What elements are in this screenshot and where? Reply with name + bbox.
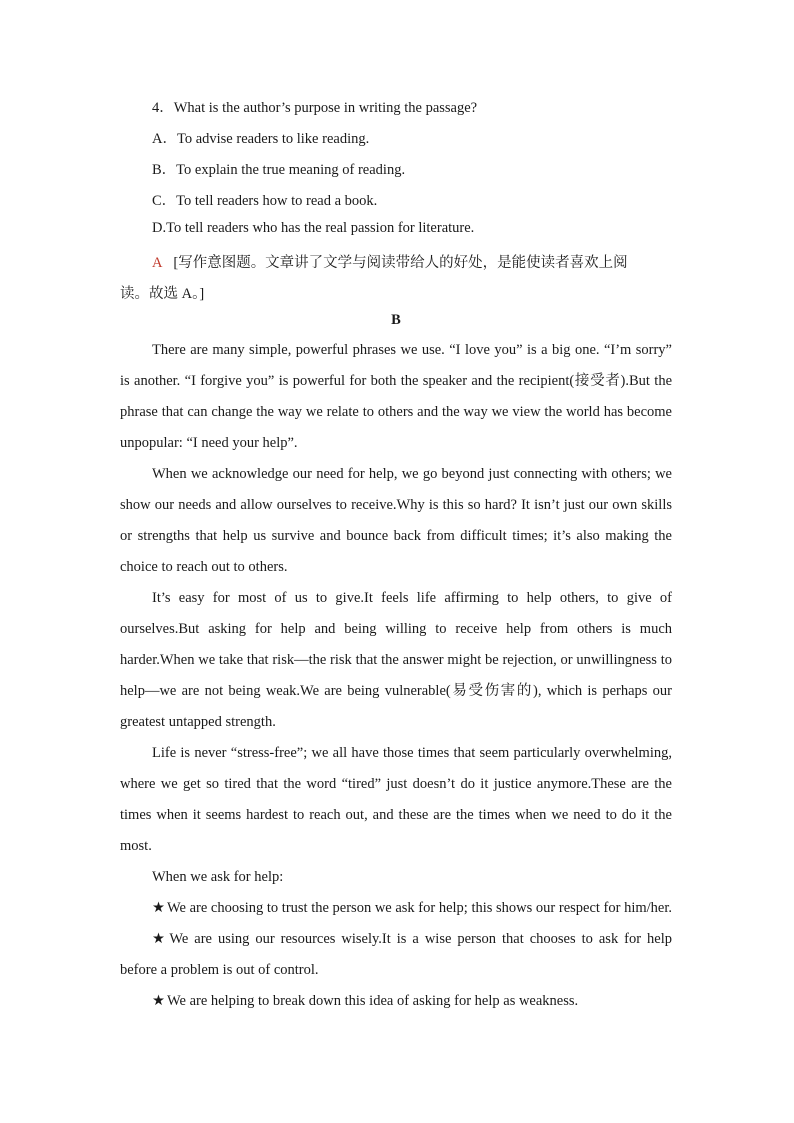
paragraph-1: There are many simple, powerful phrases we use. “I love you” is a big one. “I’m sorry” is another. “I forgive you” is powerful for both the speaker and the recipient(接受者).But the phrase that can change the way we relate to others and the way we view the world has become unpopular: “I need your help”. <box>120 342 672 451</box>
star-icon: ★ <box>152 993 165 1009</box>
passage <box>120 335 672 1017</box>
paragraph-3: It’s easy for most of us to give.It feels life affirming to help others, to give of ourselves.But asking for help and being willing to receive help from others is much harder.When we take that risk—the risk that the answer might be rejection, or unwillingness to help—we are not being weak.We are being vulnerable(易受伤害的), which is perhaps our greatest untapped strength. <box>120 590 672 730</box>
bullet-text-2: We are using our resources wisely.It is a wise person that chooses to ask for help before a problem is out of control. <box>120 931 673 978</box>
option-b: B．To explain the true meaning of reading. <box>152 162 406 178</box>
paragraph-4: Life is never “stress-free”; we all have those times that seem particularly overwhelming, where we get so tired that the word “tired” just doesn’t do it justice anymore.These are the times when it seems hardest to reach out, and these are the times when we need to do it the most. <box>120 745 672 854</box>
bullet-text-1: We are choosing to trust the person we ask for help; this shows our respect for him/her. <box>167 900 673 916</box>
bullet-item-3 <box>120 986 672 1017</box>
paragraph-2: When we acknowledge our need for help, we go beyond just connecting with others; we show our needs and allow ourselves to receive.Why is this so hard? It isn’t just our own skills or strengths that help us survive and bounce back from difficult times; it’s also making the choice to reach out to others. <box>120 466 672 575</box>
explanation-line-1: [写作意图题。文章讲了文学与阅读带给人的好处，是能使读者喜欢上阅 <box>173 255 628 271</box>
answer-line <box>120 251 628 272</box>
star-icon: ★ <box>152 931 168 947</box>
option-d: D.To tell readers who has the real passion for literature. <box>152 220 475 236</box>
explanation-line-2: 读。故选 A。] <box>120 286 205 302</box>
section-heading: B <box>391 312 401 328</box>
bullet-item-1 <box>120 893 672 924</box>
question-stem: 4．What is the author’s purpose in writing the passage? <box>152 100 478 116</box>
star-icon: ★ <box>152 900 165 916</box>
answer-letter: A <box>152 255 163 271</box>
bullet-item-2 <box>120 924 672 986</box>
paragraph-5: When we ask for help: <box>152 869 284 885</box>
bullet-text-3: We are helping to break down this idea of asking for help as weakness. <box>167 993 579 1009</box>
option-a: A．To advise readers to like reading. <box>152 131 370 147</box>
option-c: C．To tell readers how to read a book. <box>152 193 378 209</box>
